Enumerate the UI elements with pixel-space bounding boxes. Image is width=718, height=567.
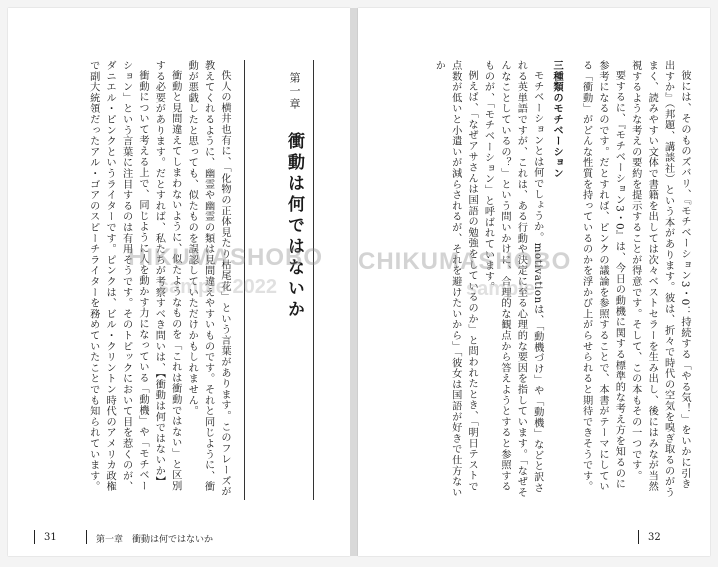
paragraph: モチベーションとは何でしょうか。motivationは、「動機づけ」や「動機」などと訳される英単語ですが、これは、ある行動や決定に至る心理的な要因を指しています。「なぜそんなことしているの？」という問いかけに、合理的な観点から答えようとすると参照するものが、「モチベーション」と呼ばれています。	[482, 60, 543, 498]
page-gutter	[350, 8, 358, 556]
paragraph: 衝動と見間違えてしまわないように、似たようなものを「これは衝動ではない」と区別する必要があります。だとすれば、私たちが考察すべき問いは、【衝動は何ではないか】	[153, 60, 181, 492]
paragraph: 佚人の横井也有に、「化物の正体見たり枯尾花」という言葉があります。このフレーズが教えてくれるように、幽霊や幽霊の類は見間違えやすいものです。それと同じように、衝動が悪戯したと思っても、似たものを誤認していただけかもしれません。	[186, 60, 230, 498]
footer-rule	[34, 530, 35, 544]
left-page	[8, 8, 350, 556]
page-number: 32	[648, 532, 661, 543]
chapter-label: 第一章	[288, 72, 301, 111]
section-heading: 三種類のモチベーション	[551, 60, 564, 179]
right-body-text	[370, 60, 692, 500]
watermark-sub: sample	[466, 278, 535, 300]
page-number: 31	[44, 532, 57, 543]
paragraph: 例えば、「なぜアサさんは国語の勉強をしているのか」と問われたとき、「明日テストで点数が低いと小遣いが減らされるが、それを避けたいから」「彼女は国語が好きで仕方ないか	[433, 60, 478, 498]
chapter-heading	[244, 60, 314, 500]
left-body-text	[22, 60, 232, 500]
paragraph: 要するに、『モチベーション3・0』は、今日の動機に関する標準的な考え方を知るのに参考になるのです。だとすれば、ピンクの議論を参照することで、本書がテーマにしている「衝動」がどんな性質を持っているのかを浮かび上がらせられると期待できそうです。	[580, 60, 625, 492]
paragraph: 彼には、そのものズバリ、『モチベーション3・0：持続する「やる気！」をいかに引き出すか』（邦題、講談社）という本があります。彼は、折々で時代の空気を嗅ぎ取るのがうまく、読みやすい文体で書籍を出しては次々ベストセラーを生み出し、後にはみなが当然視するような考えの要約を提示することが得意です。そして、この本もその一つです。	[629, 60, 690, 498]
right-page	[358, 8, 710, 556]
watermark: CHIKUMASHOBO	[358, 248, 572, 275]
running-head: 第一章 衝動は何ではないか	[96, 535, 214, 545]
watermark: HIKUMASHOBO	[128, 244, 323, 271]
paragraph: 衝動について考える上で、同じように人を動かす力になっている「動機」や「モチベーション」という言葉に注目するのは有用そうです。そのトピックにおいて目を惹くのが、ダニエル・ピンクというライターです。ピンクは、ビル・クリントン時代のアメリカ政権で副大統領だったアル・ゴアのスピーチライターを務めていたことでも知られています。	[87, 60, 148, 492]
watermark-sub: sample 2022	[158, 276, 277, 298]
footer-rule	[86, 530, 87, 544]
footer-rule	[638, 530, 639, 544]
chapter-title: 衝動は何ではないか	[284, 132, 304, 322]
